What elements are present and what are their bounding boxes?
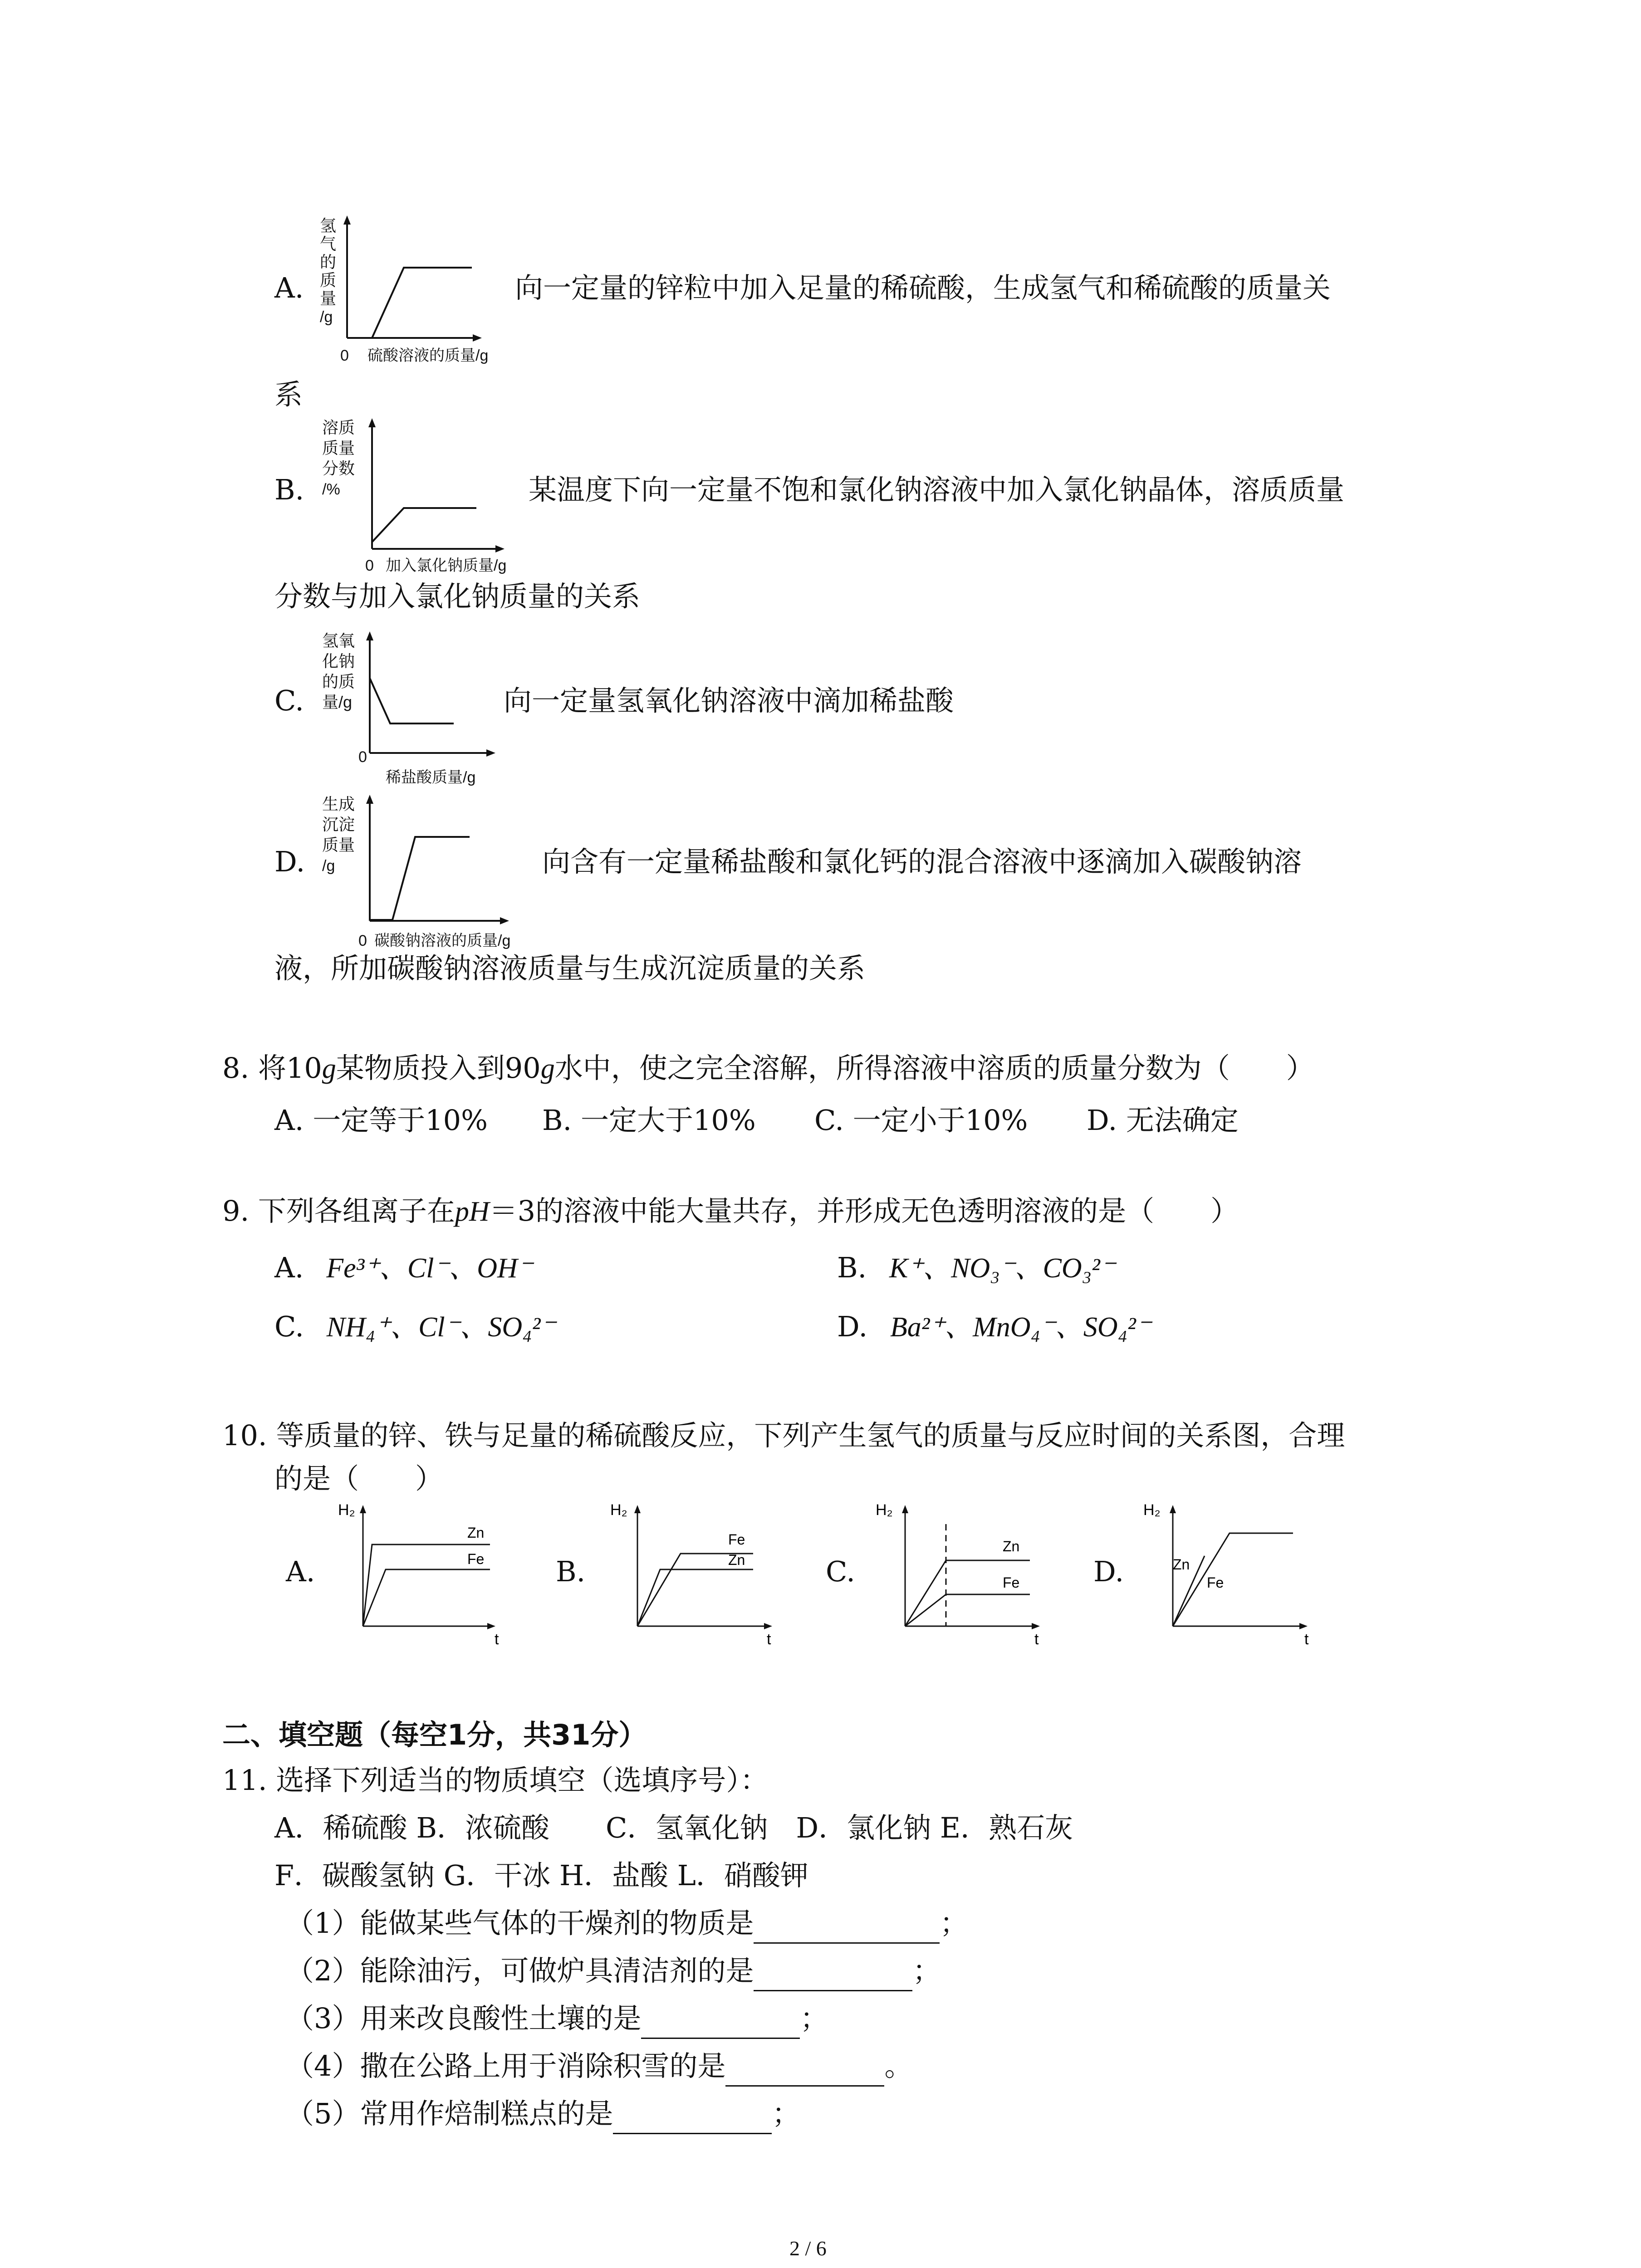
x-axis-label: t [1304, 1631, 1309, 1647]
origin-label: 0 [365, 557, 374, 574]
q8-option-d: D. 无法确定 [1087, 1104, 1239, 1137]
item-end: 。 [884, 2049, 913, 2082]
y-axis-arrow [343, 215, 351, 225]
q10-graph-c [871, 1497, 1053, 1647]
x-axis-label: 稀盐酸质量/g [386, 769, 476, 786]
curve [370, 837, 470, 920]
y-axis-arrow [360, 1505, 366, 1513]
x-axis-label: t [495, 1631, 499, 1647]
q10-graph-b [603, 1497, 785, 1647]
curve [372, 508, 476, 542]
option-c-text: 向一定量氢氧化钠溶液中滴加稀盐酸 [504, 684, 954, 717]
y-axis-arrow [902, 1505, 908, 1513]
item-end: ； [912, 1954, 941, 1987]
item-end: ； [800, 2002, 828, 2035]
stem-part: 某物质投入到90 [336, 1051, 541, 1085]
stem-part: 水中，使之完全溶解，所得溶液中溶质的质量分数为（ ） [554, 1051, 1314, 1085]
q10-graph-a [336, 1497, 508, 1647]
series-line-fe [363, 1569, 490, 1626]
series-label-fe: Fe [467, 1551, 485, 1567]
page-number: 2 / 6 [789, 2237, 827, 2260]
q9-option-b [837, 1247, 1115, 1289]
x-axis-label: t [767, 1631, 771, 1647]
y-axis-label: H₂ [876, 1501, 893, 1519]
x-axis-arrow [764, 1623, 772, 1629]
q11-item-3 [286, 1998, 828, 2039]
y-axis-label: H₂ [338, 1501, 355, 1519]
answer-blank[interactable] [613, 2106, 772, 2134]
ion-list: NH₄⁺、Cl⁻、SO₄²⁻ [326, 1312, 556, 1343]
q9-option-c [274, 1306, 555, 1348]
question-8-stem [222, 1048, 1314, 1089]
series-label-fe: Fe [728, 1531, 745, 1548]
y-label-1: 气 [320, 235, 337, 253]
option-a-letter: A. [274, 271, 304, 304]
item-label: （4）撒在公路上用于消除积雪的是 [286, 2049, 726, 2082]
option-d-text: 向含有一定量稀盐酸和氯化钙的混合溶液中逐滴加入碳酸钠溶 [542, 845, 1302, 878]
graph-option-d [313, 789, 558, 962]
q11-item-2 [286, 1950, 941, 1991]
x-axis-label: 加入氯化钠质量/g [386, 557, 507, 574]
graph-option-b [313, 413, 549, 581]
origin-label: 0 [358, 932, 367, 949]
q11-item-4 [286, 2046, 912, 2087]
ion-list: Ba²⁺、MnO₄⁻、SO₄²⁻ [890, 1312, 1151, 1343]
question-number: 10. [222, 1419, 267, 1452]
q10-option-c-letter: C. [826, 1555, 855, 1588]
series-label-zn: Zn [1173, 1556, 1190, 1573]
ion-list: K⁺、NO₃⁻、CO₃²⁻ [889, 1253, 1115, 1284]
q11-item-1 [286, 1903, 968, 1944]
item-end: ； [940, 1906, 968, 1940]
answer-blank[interactable] [725, 2058, 884, 2087]
item-label: （2）能除油污，可做炉具清洁剂的是 [286, 1954, 754, 1987]
series-line-fe [1173, 1533, 1293, 1626]
y-label-1: 质量 [322, 439, 355, 457]
x-axis-label: t [1034, 1631, 1039, 1647]
stem-part: 选择下列适当的物质填空（选填序号）： [276, 1764, 769, 1797]
option-letter: D. [837, 1310, 868, 1343]
y-label-3: 质 [320, 271, 337, 289]
x-axis-arrow [473, 334, 482, 342]
answer-blank[interactable] [754, 1915, 940, 1944]
y-label-0: 氢氧 [322, 631, 355, 650]
origin-label: 0 [358, 748, 367, 766]
origin-label: 0 [340, 347, 349, 364]
q8-option-b: B. 一定大于10% [542, 1104, 756, 1137]
y-label-2: 的 [320, 253, 337, 271]
q8-option-c: C. 一定小于10% [814, 1104, 1028, 1137]
x-axis-label: 硫酸溶液的质量/g [367, 347, 489, 364]
curve [372, 268, 472, 338]
y-label-0: 氢 [320, 216, 337, 235]
series-label-fe: Fe [1003, 1574, 1020, 1591]
y-axis-arrow [366, 631, 373, 640]
option-b-text: 某温度下向一定量不饱和氯化钠溶液中加入氯化钠晶体，溶质质量 [529, 473, 1345, 506]
option-a-text-cont: 系 [274, 378, 303, 411]
x-axis-arrow [1032, 1623, 1040, 1629]
question-11-stem [222, 1760, 768, 1801]
unit-g: g [322, 1053, 336, 1084]
curve [370, 678, 454, 723]
y-label-2: 分数 [322, 459, 355, 478]
series-line-fe [905, 1594, 1030, 1626]
q9-option-a [274, 1247, 533, 1289]
y-label-0: 溶质 [322, 418, 355, 437]
option-a-text: 向一定量的锌粒中加入足量的稀硫酸，生成氢气和稀硫酸的质量关 [515, 271, 1331, 304]
ph-symbol: pH [455, 1196, 490, 1227]
y-label-3: /g [322, 857, 335, 875]
q10-option-a-letter: A. [286, 1555, 315, 1588]
option-b-text-cont: 分数与加入氯化钠质量的关系 [274, 580, 641, 613]
y-label-2: 的质 [322, 672, 355, 691]
x-axis-arrow [487, 1623, 495, 1629]
q10-option-d-letter: D. [1093, 1555, 1124, 1588]
option-letter: B. [837, 1251, 867, 1284]
question-10-stem-cont: 的是（ ） [274, 1462, 444, 1495]
q11-item-5 [286, 2093, 800, 2134]
question-number: 11. [222, 1764, 267, 1797]
section-title: 二、填空题（每空1分，共31分） [222, 1718, 647, 1751]
question-9-stem [222, 1191, 1239, 1232]
option-c-letter: C. [274, 684, 304, 717]
series-label-zn: Zn [728, 1552, 745, 1568]
graph-option-c [313, 626, 513, 794]
series-label-zn: Zn [1003, 1538, 1020, 1554]
x-axis-arrow [500, 917, 509, 924]
stem-part: ＝3的溶液中能大量共存，并形成无色透明溶液的是（ ） [489, 1194, 1239, 1227]
series-line-zn [905, 1560, 1030, 1626]
stem-part: 等质量的锌、铁与足量的稀硫酸反应，下列产生氢气的质量与反应时间的关系图，合理 [276, 1419, 1345, 1452]
q11-choices-line-2: F．碳酸氢钠 G．干冰 H．盐酸 L．硝酸钾 [274, 1859, 808, 1892]
y-label-1: 沉淀 [322, 815, 355, 834]
item-end: ； [772, 2097, 800, 2130]
y-axis-arrow [634, 1505, 641, 1513]
q10-graph-d [1139, 1497, 1320, 1647]
x-axis-arrow [1299, 1623, 1308, 1629]
stem-part: 下列各组离子在 [258, 1194, 455, 1227]
y-label-5: /g [320, 308, 333, 326]
y-axis-arrow [1170, 1505, 1176, 1513]
y-label-3: /% [322, 481, 340, 498]
answer-blank[interactable] [754, 1963, 912, 1991]
x-axis-arrow [495, 545, 505, 552]
x-axis-label: 碳酸钠溶液的质量/g [374, 932, 511, 949]
y-label-0: 生成 [322, 795, 355, 813]
q8-option-a: A. 一定等于10% [274, 1104, 488, 1137]
y-label-1: 化钠 [322, 652, 355, 670]
question-number: 8. [222, 1051, 250, 1085]
answer-blank[interactable] [641, 2010, 800, 2039]
series-label-zn: Zn [467, 1525, 485, 1541]
q9-option-d [837, 1306, 1151, 1348]
stem-part: 将10 [258, 1051, 322, 1085]
q11-choices-line-1: A．稀硫酸 B．浓硫酸 C．氢氧化钠 D．氯化钠 E．熟石灰 [274, 1811, 1073, 1844]
option-letter: C. [274, 1310, 304, 1343]
unit-g: g [540, 1053, 555, 1084]
item-label: （3）用来改良酸性土壤的是 [286, 2002, 642, 2035]
item-label: （1）能做某些气体的干燥剂的物质是 [286, 1906, 754, 1940]
question-number: 9. [222, 1194, 250, 1227]
graph-option-a [313, 213, 531, 376]
x-axis-arrow [486, 749, 495, 757]
item-label: （5）常用作焙制糕点的是 [286, 2097, 613, 2130]
option-d-text-cont: 液，所加碳酸钠溶液质量与生成沉淀质量的关系 [274, 952, 866, 985]
option-b-letter: B. [274, 473, 304, 506]
option-d-letter: D. [274, 845, 305, 878]
y-axis-arrow [368, 418, 376, 427]
question-10-stem [222, 1415, 1345, 1456]
ion-list: Fe³⁺、Cl⁻、OH⁻ [326, 1253, 533, 1284]
y-axis-label: H₂ [610, 1501, 627, 1519]
series-label-fe: Fe [1207, 1574, 1224, 1591]
y-label-3: 量/g [322, 693, 353, 711]
y-label-4: 量 [320, 289, 337, 308]
option-letter: A. [274, 1251, 304, 1284]
y-axis-arrow [366, 795, 373, 804]
q10-option-b-letter: B. [556, 1555, 586, 1588]
y-label-2: 质量 [322, 836, 355, 854]
y-axis-label: H₂ [1143, 1501, 1161, 1519]
